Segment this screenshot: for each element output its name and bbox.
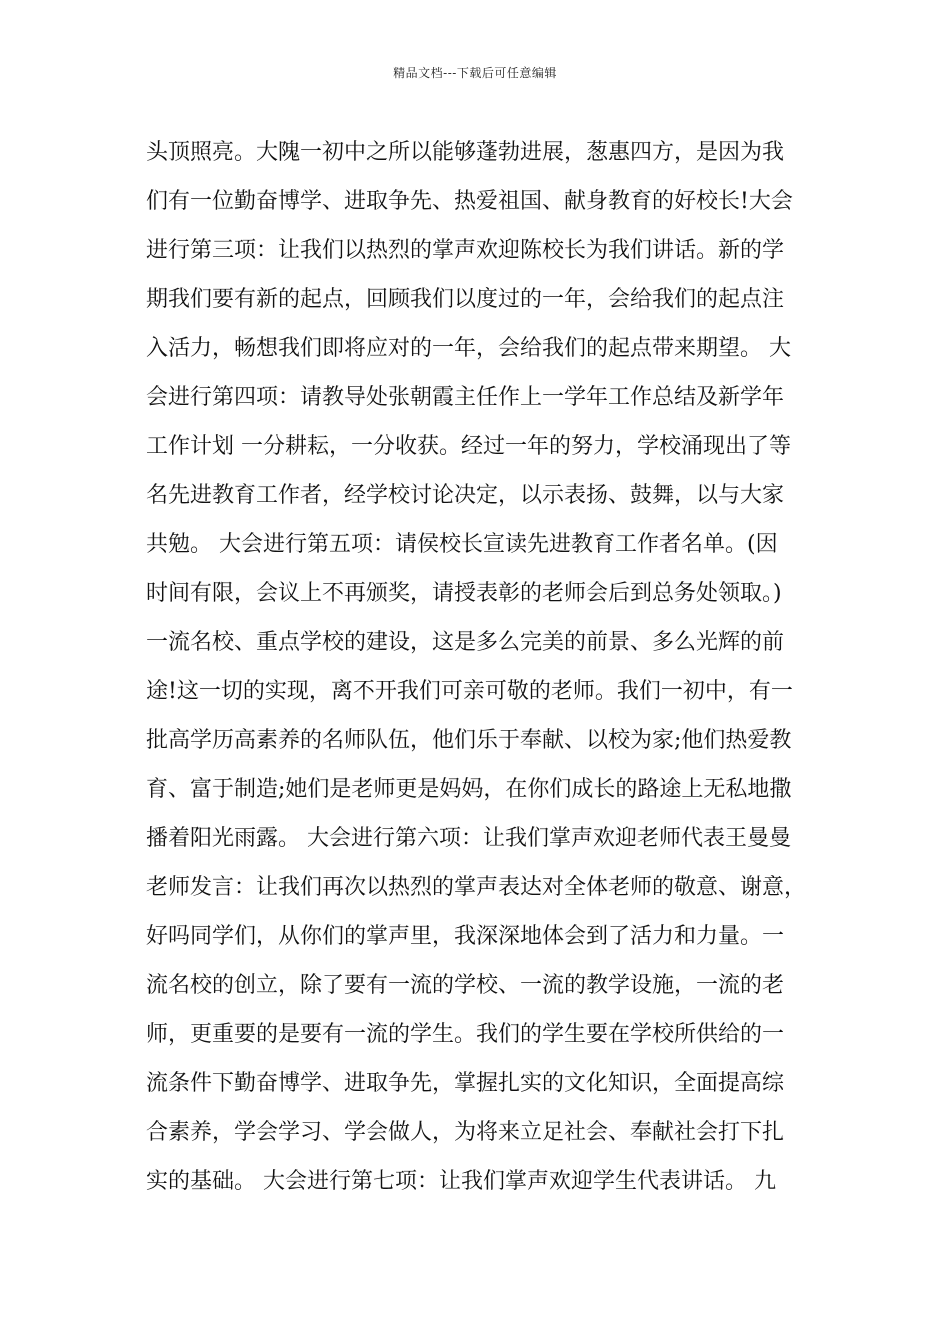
text-line: 实的基础。 大会进行第七项：让我们掌声欢迎学生代表讲话。 九 (146, 1169, 776, 1194)
text-line: 批高学历高素养的名师队伍，他们乐于奉献、以校为家;他们热爱教 (146, 728, 792, 753)
text-line: 工作计划 一分耕耘，一分收获。经过一年的努力，学校涌现出了等 (146, 434, 791, 459)
text-line: 老师发言：让我们再次以热烈的掌声表达对全体老师的敬意、谢意， (146, 875, 807, 900)
text-line: 头顶照亮。大隗一初中之所以能够蓬勃进展，葱惠四方，是因为我 (146, 140, 785, 165)
text-line: 途!这一切的实现，离不开我们可亲可敬的老师。我们一初中，有一 (146, 679, 793, 704)
text-line: 名先进教育工作者，经学校讨论决定，以示表扬、鼓舞，以与大家 (146, 483, 785, 508)
text-line: 期我们要有新的起点，回顾我们以度过的一年，会给我们的起点注 (146, 287, 785, 312)
text-line: 好吗同学们，从你们的掌声里，我深深地体会到了活力和力量。一 (146, 924, 785, 949)
text-line: 育、富于制造;她们是老师更是妈妈，在你们成长的路途上无私地撒 (146, 777, 792, 802)
document-body (146, 128, 826, 1206)
text-line: 时间有限，会议上不再颁奖，请授表彰的老师会后到总务处领取。) (146, 581, 782, 606)
text-line: 们有一位勤奋博学、进取争先、热爱祖国、献身教育的好校长!大会 (146, 189, 793, 214)
text-line: 会进行第四项：请教导处张朝霞主任作上一学年工作总结及新学年 (146, 385, 785, 410)
page-header: 精品文档---下载后可任意编辑 (393, 66, 557, 80)
text-line: 流名校的创立，除了要有一流的学校、一流的教学设施，一流的老 (146, 973, 785, 998)
text-line: 共勉。 大会进行第五项：请侯校长宣读先进教育工作者名单。(因 (146, 532, 778, 557)
text-line: 流条件下勤奋博学、进取争先，掌握扎实的文化知识，全面提高综 (146, 1071, 785, 1096)
text-line: 师，更重要的是要有一流的学生。我们的学生要在学校所供给的一 (146, 1022, 785, 1047)
text-line: 合素养，学会学习、学会做人，为将来立足社会、奉献社会打下扎 (146, 1120, 785, 1145)
text-line: 播着阳光雨露。 大会进行第六项：让我们掌声欢迎老师代表王曼曼 (146, 826, 791, 851)
text-line: 进行第三项：让我们以热烈的掌声欢迎陈校长为我们讲话。新的学 (146, 238, 785, 263)
text-line: 一流名校、重点学校的建设，这是多么完美的前景、多么光辉的前 (146, 630, 785, 655)
text-line: 入活力，畅想我们即将应对的一年，会给我们的起点带来期望。 大 (146, 336, 791, 361)
